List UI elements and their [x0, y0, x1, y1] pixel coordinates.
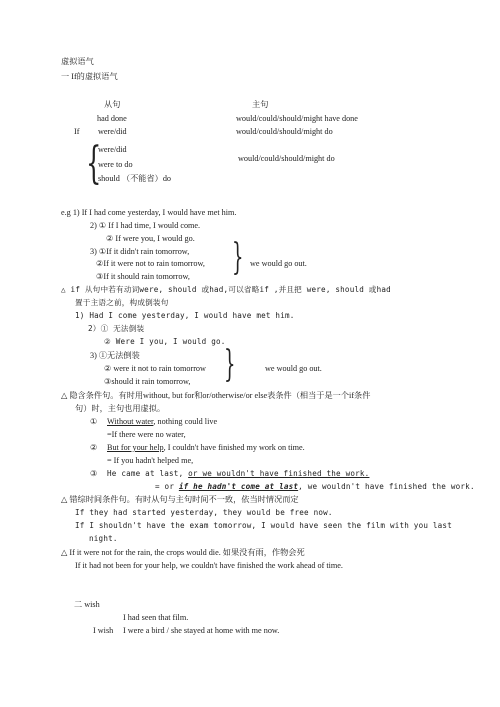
implied-example-2a-rest: , I couldn't have finished my work on time. [163, 443, 305, 452]
row1-clause: had done [97, 114, 127, 123]
brace-line-2: were to do [98, 160, 133, 169]
inversion-example-3a: 3) ①无法倒装 [90, 351, 140, 360]
row2-clause: were/did [98, 127, 127, 136]
implied-rule-2: 句）时，主句也用虚拟。 [75, 404, 166, 413]
right-brace-icon: } [224, 344, 236, 385]
inversion-example-3b: ② were it not to rain tomorrow [104, 364, 206, 373]
clause-header: 从句 [104, 100, 121, 109]
inversion-rule-1: △ if 从句中若有动词were, should 或had,可以省略if ,并且把 were, should 或had [61, 285, 391, 294]
implied-rule-1: △ 隐含条件句。有时用without, but for和or/otherwise/or else表条件（相当于是一个if条件 [61, 391, 371, 400]
row1-main: would/could/should/might have done [236, 114, 358, 123]
wish-label: I wish [93, 626, 114, 635]
main-clause-header: 主句 [252, 100, 269, 109]
example-2b: ② If were you, I would go. [106, 234, 195, 243]
example-3-main: we would go out. [250, 259, 307, 268]
example-3b: ②If it were not to rain tomorrow, [96, 259, 205, 268]
example-3a: 3) ①If it didn't rain tomorrow, [90, 247, 190, 256]
section2-heading: 二 wish [74, 600, 100, 609]
implied-num-1: ① [90, 417, 98, 426]
implied-example-1b: =If there were no water, [107, 430, 186, 439]
brace-main: would/could/should/might do [238, 154, 335, 163]
implied-num-2: ② [90, 443, 98, 452]
brace-line-1: were/did [98, 145, 127, 154]
implied-example-3a-underlined: or we wouldn't have finished the work. [188, 469, 370, 478]
row2-if: If [74, 127, 80, 136]
implied-example-3b [155, 482, 475, 492]
implied-example-3b-rest: , we wouldn't have finished the work. [298, 482, 475, 491]
inversion-rule-2: 置于主语之前，构成倒装句 [75, 298, 169, 307]
implied-example-2a [107, 443, 305, 453]
implied-example-3b-bold: if he hadn't come at last [178, 482, 299, 491]
mixed-example-1: If they had started yesterday, they would be free now. [75, 508, 333, 517]
inversion-example-3c: ③should it rain tomorrow, [104, 377, 191, 386]
example-1: e.g 1) If I had come yesterday, I would have met him. [61, 208, 237, 217]
inversion-example-3-main: we would go out. [265, 364, 322, 373]
implied-num-3: ③ [90, 469, 98, 478]
inversion-example-2b: ② Were I you, I would go. [104, 337, 226, 346]
mixed-rule: △ 错综时间条件句。有时从句与主句时间不一致，依当时情况而定 [61, 495, 299, 504]
mixed-example-2-cont: night. [89, 534, 118, 543]
brace-line-3: should （不能省）do [98, 174, 172, 183]
note-1: △ If it were not for the rain, the crops would die. 如果没有雨，作物会死 [61, 548, 305, 557]
implied-example-3b-pre: = or [155, 482, 179, 491]
left-brace-icon: { [86, 138, 102, 189]
note-2: If it had not been for your help, we couldn't have finished the work ahead of time. [75, 561, 343, 570]
implied-example-1a-rest: , nothing could live [153, 417, 218, 426]
inversion-example-1: 1) Had I come yesterday, I would have met him. [75, 311, 295, 320]
right-brace-icon: } [232, 237, 244, 278]
row2-main: would/could/should/might do [236, 127, 333, 136]
wish-example-1: I had seen that film. [123, 613, 189, 622]
inversion-example-2a: 2）① 无法倒装 [88, 324, 145, 333]
implied-example-3a [107, 469, 369, 479]
doc-title: 虚拟语气 [61, 57, 94, 66]
implied-example-3a-pre: He came at last, [107, 469, 189, 478]
implied-example-2a-underlined: But for your help [107, 443, 164, 452]
implied-example-1a [107, 417, 217, 427]
example-2a: 2) ① If I had time, I would come. [90, 221, 201, 230]
example-3c: ③If it should rain tomorrow, [96, 272, 190, 281]
mixed-example-2: If I shouldn't have the exam tomorrow, I would have seen the film with you last [75, 521, 452, 530]
implied-example-1a-underlined: Without water [107, 417, 154, 426]
wish-example-2: I were a bird / she stayed at home with me now. [123, 626, 280, 635]
implied-example-2b: = If you hadn't helped me, [107, 456, 194, 465]
section1-heading: 一 If的虚拟语气 [61, 72, 118, 81]
